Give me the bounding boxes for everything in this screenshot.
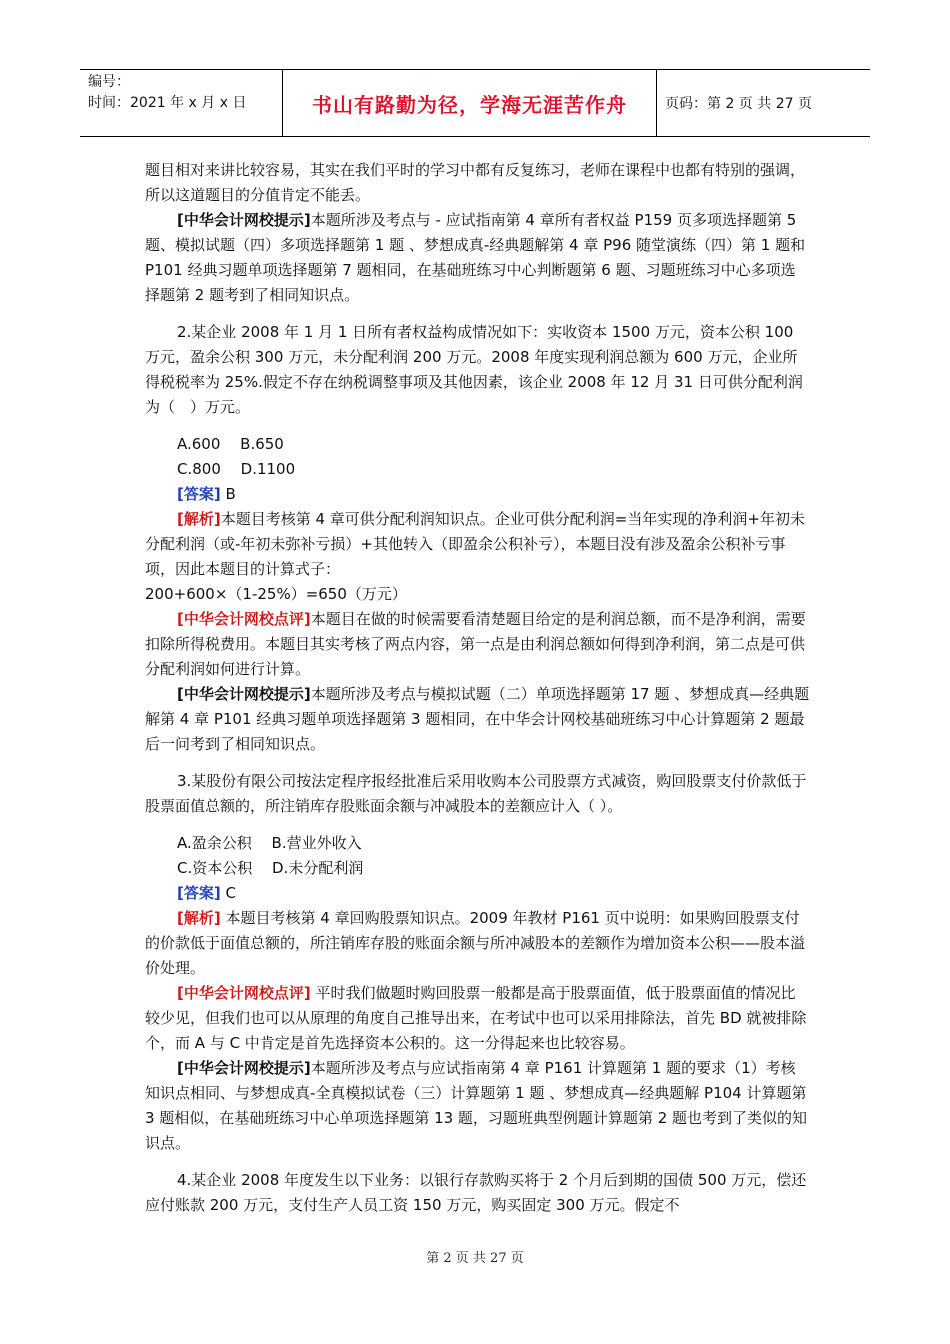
comment-text: 本题目在做的时候需要看清楚题目给定的是利润总额，而不是净利润，需要扣除所得税费用。本题目其实考核了两点内容，第一点是由利润总额如何得到净利润，第二点是可供分配利润如何进行计算。 [145, 610, 806, 678]
question-3-answer [145, 881, 810, 906]
hint-tag: [中华会计网校提示] [177, 211, 311, 229]
page-info-text: 页码：第 2 页 共 27 页 [665, 96, 812, 112]
comment-tag: [中华会计网校点评] [177, 984, 311, 1002]
answer-value: C [220, 884, 236, 902]
answer-value: B [220, 485, 236, 503]
hint-tag: [中华会计网校提示] [177, 685, 311, 703]
page-footer [0, 1247, 950, 1266]
analysis-tag: [解析] [177, 510, 221, 528]
comment-tag: [中华会计网校点评] [177, 610, 311, 628]
time-label: 时间：2021 年 x 月 x 日 [88, 95, 247, 111]
question-2-options-1: A.600 B.650 [177, 435, 284, 453]
header-meta [80, 70, 283, 136]
hint-tag: [中华会计网校提示] [177, 1059, 311, 1077]
number-label: 编号： [88, 74, 130, 90]
question-3: 3.某股份有限公司按法定程序报经批准后采用收购本公司股票方式减资，购回股票支付价款低于股票面值总额的，所注销库存股账面余额与冲减股本的差额应计入（ ）。 [145, 772, 807, 815]
analysis-text: 本题目考核第 4 章可供分配利润知识点。企业可供分配利润=当年实现的净利润+年初未分配利润（或-年初未弥补亏损）+其他转入（即盈余公积补亏），本题目没有涉及盈余公积补亏事项，因此本题目的计算式子： [145, 510, 805, 578]
comment-text: 平时我们做题时购回股票一般都是高于股票面值，低于股票面值的情况比较少见，但我们也可以从原理的角度自己推导出来，在考试中也可以采用排除法，首先 BD 就被排除个，而 A 与 C 中肯定是首先选择资本公积的。这一分得起来也比较容易。 [145, 984, 807, 1052]
answer-tag: [答案] [177, 485, 221, 503]
question-3-options-2: C.资本公积 D.未分配利润 [177, 859, 364, 877]
analysis-text: 本题目考核第 4 章回购股票知识点。2009 年教材 P161 页中说明：如果购回股票支付的价款低于面值总额的，所注销库存股的账面余额与所冲减股本的差额作为增加资本公积——股本溢价处理。 [145, 909, 806, 977]
question-3-options-1: A.盈余公积 B.营业外收入 [177, 834, 362, 852]
analysis-tag: [解析] [177, 909, 221, 927]
hint-text: 本题所涉及考点与应试指南第 4 章 P161 计算题第 1 题的要求（1）考核知识点相同、与梦想成真-全真模拟试卷（三）计算题第 1 题 、梦想成真—经典题解 P104 计算题第 3 题相似，在基础班练习中心单项选择题第 13 题，习题班典型例题计算题第 2 题也考到了类似的知识点。 [145, 1059, 808, 1152]
question-2-answer [145, 482, 810, 507]
question-2-options-2: C.800 D.1100 [177, 460, 296, 478]
hint-text: 本题所涉及考点与 - 应试指南第 4 章所有者权益 P159 页多项选择题第 5 题、模拟试题（四）多项选择题第 1 题 、梦想成真-经典题解第 4 章 P96 随堂演练（四）第 1 题和 P101 经典习题单项选择题第 7 题相同，在基础班练习中心判断题第 6 题、习题班练习中心多项选择题第 2 题考到了相同知识点。 [145, 211, 806, 304]
answer-tag: [答案] [177, 884, 221, 902]
question-3-comment [145, 981, 810, 1056]
hint-paragraph [145, 208, 810, 308]
header-page-info [657, 70, 870, 136]
question-2-hint [145, 682, 810, 757]
question-4: 4.某企业 2008 年度发生以下业务：以银行存款购买将于 2 个月后到期的国债 500 万元，偿还应付账款 200 万元，支付生产人员工资 150 万元，购买固定 300 万元。假定不 [145, 1171, 807, 1214]
hint-text: 本题所涉及考点与模拟试题（二）单项选择题第 17 题 、梦想成真—经典题解第 4 章 P101 经典习题单项选择题第 3 题相同，在中华会计网校基础班练习中心计算题第 2 题最后一问考到了相同知识点。 [145, 685, 810, 753]
question-2-formula: 200+600×（1-25%）=650（万元） [145, 585, 407, 603]
question-3-analysis [145, 906, 810, 981]
page-header [80, 69, 870, 137]
footer-page-number: 第 2 页 共 27 页 [426, 1251, 524, 1266]
question-3-hint [145, 1056, 810, 1156]
question-2-analysis [145, 507, 810, 582]
question-2-comment [145, 607, 810, 682]
question-2: 2.某企业 2008 年 1 月 1 日所有者权益构成情况如下：实收资本 1500 万元，资本公积 100 万元，盈余公积 300 万元，未分配利润 200 万元。2008 年度实现利润总额为 600 万元，企业所得税税率为 25%.假定不存在纳税调整事项及其他因素，该企业 2008 年 12 月 31 日可供分配利润为（ ）万元。 [145, 323, 803, 416]
header-motto-cell [283, 70, 657, 136]
paragraph: 题目相对来讲比较容易，其实在我们平时的学习中都有反复练习，老师在课程中也都有特别的强调，所以这道题目的分值肯定不能丢。 [145, 161, 806, 204]
document-body [145, 158, 810, 1218]
header-motto: 书山有路勤为径，学海无涯苦作舟 [312, 92, 627, 117]
